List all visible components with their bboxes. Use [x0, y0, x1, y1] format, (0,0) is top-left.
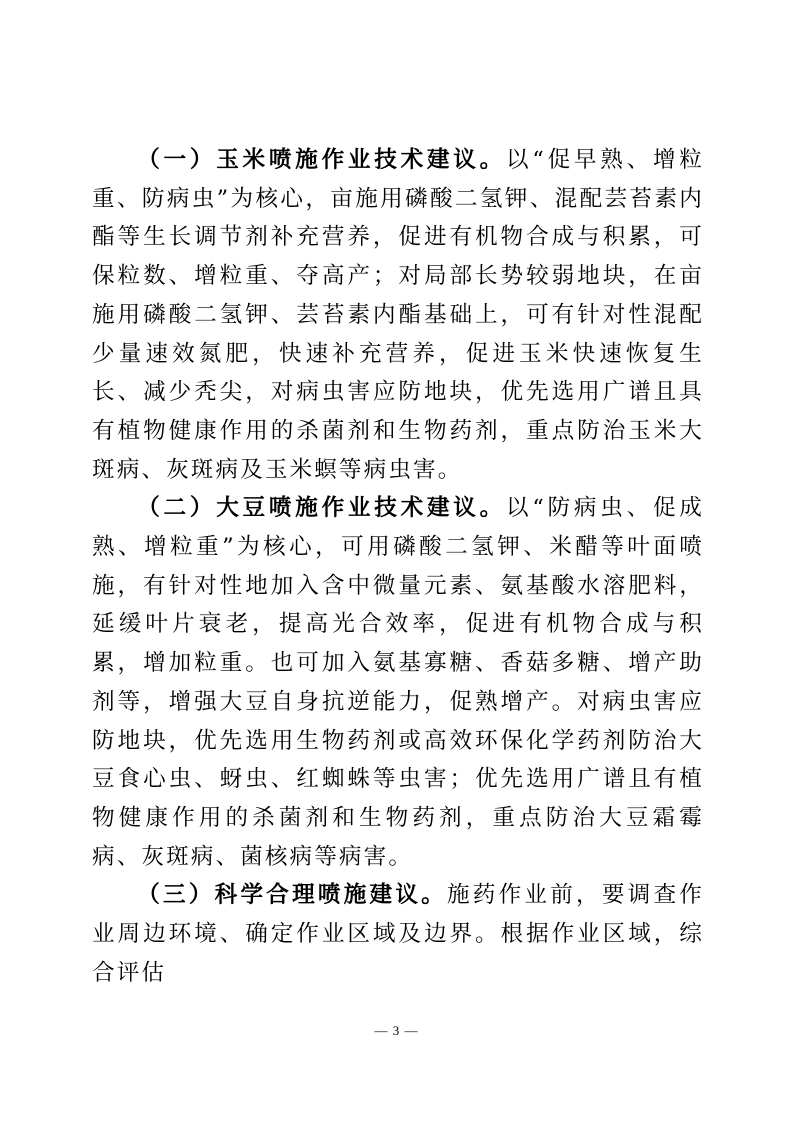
paragraph-text: 施药作业前，要调查作业周边环境、确定作业区域及边界。根据作业区域，综合评估 — [92, 882, 704, 986]
paragraph-heading: （三）科学合理喷施建议。 — [137, 882, 447, 909]
paragraph-text: 以“促早熟、增粒重、防病虫”为核心，亩施用磷酸二氢钾、混配芸苔素内酯等生长调节剂补充营养，促进有机物合成与积累，可保粒数、增粒重、夺高产；对局部长势较弱地块，在亩施用磷酸二氢钾、芸苔素内酯基础上，可有针对性混配少量速效氮肥，快速补充营养，促进玉米快速恢复生长、减少秃尖，对病虫害应防地块，优先选用广谱且具有植物健康作用的杀菌剂和生物药剂，重点防治玉米大斑病、灰斑病及玉米螟等病虫害。 — [92, 147, 704, 483]
paragraph-heading: （二）大豆喷施作业技术建议。 — [137, 495, 506, 522]
paragraph-corn — [92, 141, 704, 489]
page-number: — 3 — — [374, 1023, 419, 1038]
paragraph-heading: （一）玉米喷施作业技术建议。 — [137, 147, 506, 173]
paragraph-soybean — [92, 489, 704, 876]
paragraph-spraying — [92, 876, 704, 992]
document-body — [92, 141, 704, 992]
paragraph-text: 以“防病虫、促成熟、增粒重”为核心，可用磷酸二氢钾、米醋等叶面喷施，有针对性地加入含中微量元素、氨基酸水溶肥料，延缓叶片衰老，提高光合效率，促进有机物合成与积累，增加粒重。也可加入氨基寡糖、香菇多糖、增产助剂等，增强大豆自身抗逆能力，促熟增产。对病虫害应防地块，优先选用生物药剂或高效环保化学药剂防治大豆食心虫、蚜虫、红蜘蛛等虫害；优先选用广谱且有植物健康作用的杀菌剂和生物药剂，重点防治大豆霜霉病、灰斑病、菌核病等病害。 — [92, 495, 704, 870]
